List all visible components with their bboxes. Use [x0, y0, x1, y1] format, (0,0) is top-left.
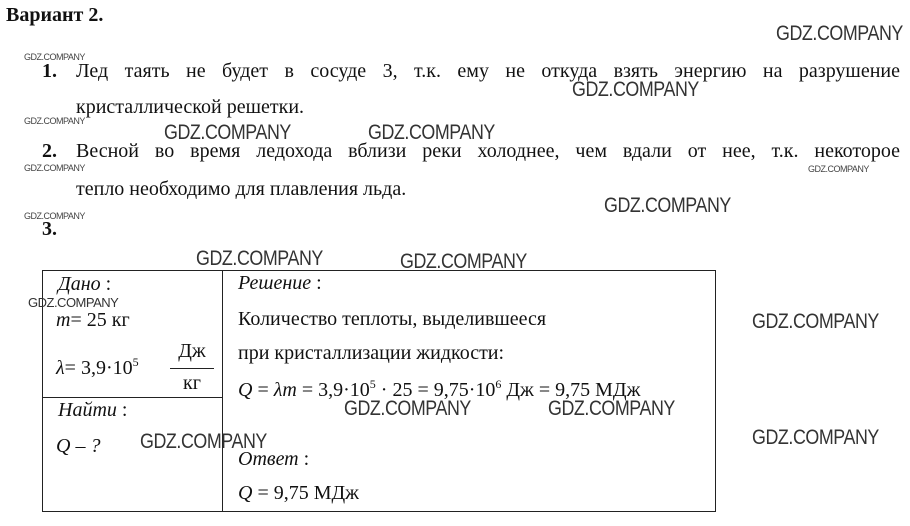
watermark-small: GDZ.COMPANY	[24, 52, 85, 62]
watermark: GDZ.COMPANY	[196, 247, 323, 270]
given-lambda: $\lambda= 3,9\cdot 10^5$	[56, 355, 139, 379]
find-header: Найти :	[58, 399, 128, 421]
item-2-number: 2.	[42, 140, 57, 162]
answer-value: Q = 9,75 МДж	[238, 482, 359, 504]
watermark: GDZ.COMPANY	[604, 194, 731, 217]
item-3-number: 3.	[42, 218, 57, 240]
given-header: Дано :	[58, 273, 112, 295]
watermark: GDZ.COMPANY	[776, 22, 903, 45]
given-unit-fraction-bar	[170, 368, 214, 369]
watermark-small: GDZ.COMPANY	[24, 116, 85, 126]
item-1-line-1: Лед таять не будет в сосуде 3, т.к. ему не откуда взять энергию на разрушение	[76, 60, 900, 82]
watermark: GDZ.COMPANY	[548, 397, 675, 420]
solution-text-2: при кристаллизации жидкости:	[238, 342, 505, 364]
watermark: GDZ.COMPANY	[344, 397, 471, 420]
watermark-small: GDZ.COMPANY	[28, 295, 119, 310]
solution-formula: $Q = \lambda m = 3,9\cdot 10^5 \cdot 25 = 9,75\cdot 10^6$ Дж = 9,75 МДж	[238, 377, 641, 401]
watermark: GDZ.COMPANY	[400, 250, 527, 273]
item-2-line-1: Весной во время ледохода вблизи реки холоднее, чем вдали от нее, т.к. некоторое	[76, 140, 900, 162]
given-mass: m= 25 кг	[56, 309, 130, 331]
solution-header: Решение :	[238, 272, 322, 294]
find-expression: Q – ?	[56, 435, 101, 457]
watermark-small: GDZ.COMPANY	[24, 163, 85, 173]
watermark: GDZ.COMPANY	[572, 78, 699, 101]
watermark-small: GDZ.COMPANY	[808, 164, 869, 174]
table-divider-vertical	[222, 270, 223, 512]
watermark: GDZ.COMPANY	[164, 121, 291, 144]
given-unit-denominator: кг	[183, 372, 201, 394]
item-1-number: 1.	[42, 60, 57, 82]
watermark: GDZ.COMPANY	[368, 121, 495, 144]
item-2-line-2: тепло необходимо для плавления льда.	[76, 178, 407, 200]
watermark: GDZ.COMPANY	[752, 426, 879, 449]
watermark: GDZ.COMPANY	[140, 430, 267, 453]
item-1-line-2: кристаллической решетки.	[76, 96, 305, 118]
answer-header: Ответ :	[238, 448, 310, 470]
watermark-small: GDZ.COMPANY	[24, 211, 85, 221]
variant-title: Вариант 2.	[6, 4, 104, 26]
watermark: GDZ.COMPANY	[752, 310, 879, 333]
solution-text-1: Количество теплоты, выделившееся	[238, 308, 547, 330]
given-unit-numerator: Дж	[178, 340, 206, 362]
